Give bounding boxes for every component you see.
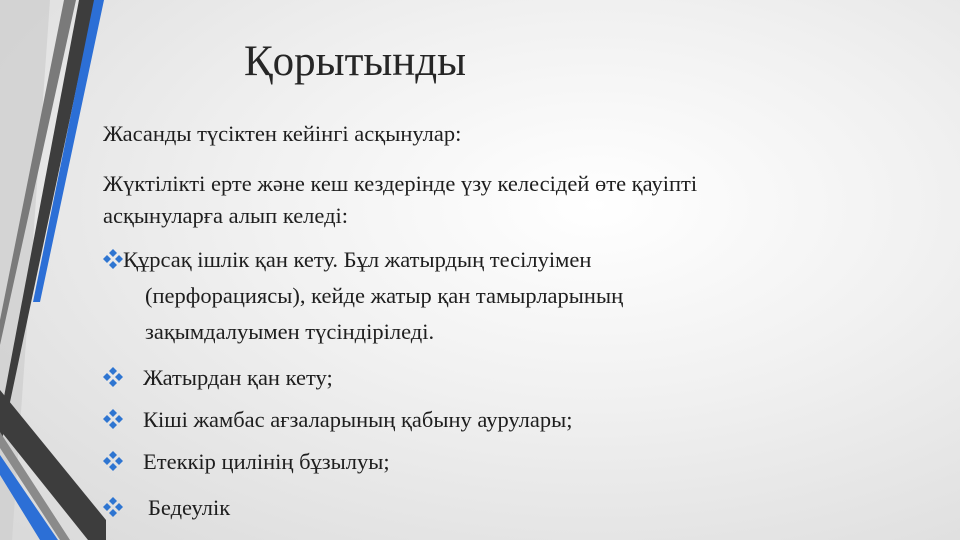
bullet-item (103, 490, 230, 526)
decorative-stripes (0, 0, 110, 540)
bullet-item (103, 242, 743, 350)
diamond-bullet-icon (103, 408, 143, 430)
bullet-text: Кіші жамбас ағзаларының қабыну аурулары; (143, 407, 573, 432)
bullet-text: Етеккір цилінің бұзылуы; (143, 449, 390, 474)
intro-paragraph: Жасанды түсіктен кейінгі асқынулар: (103, 121, 462, 146)
slide-title: Қорытынды (244, 38, 467, 85)
bullet-text: Жатырдан қан кету; (143, 365, 333, 390)
bullet-item (103, 444, 390, 480)
diamond-bullet-icon (103, 248, 143, 270)
description-paragraph: Жүктілікті ерте және кеш кездерінде үзу келесідей өте қауіпті асқынуларға алып келеді: (103, 171, 698, 228)
bullet-text: Құрсақ ішлік қан кету. Бұл жатырдың тесілуімен (перфорациясы), кейде жатыр қан тамырларының зақымдалуымен түсіндіріледі. (123, 247, 624, 344)
bullet-item (103, 402, 573, 438)
diamond-bullet-icon (103, 450, 143, 472)
bullet-text: Бедеулік (148, 495, 231, 520)
diamond-bullet-icon (103, 366, 143, 388)
diamond-bullet-icon (103, 496, 143, 518)
bullet-item (103, 360, 333, 396)
